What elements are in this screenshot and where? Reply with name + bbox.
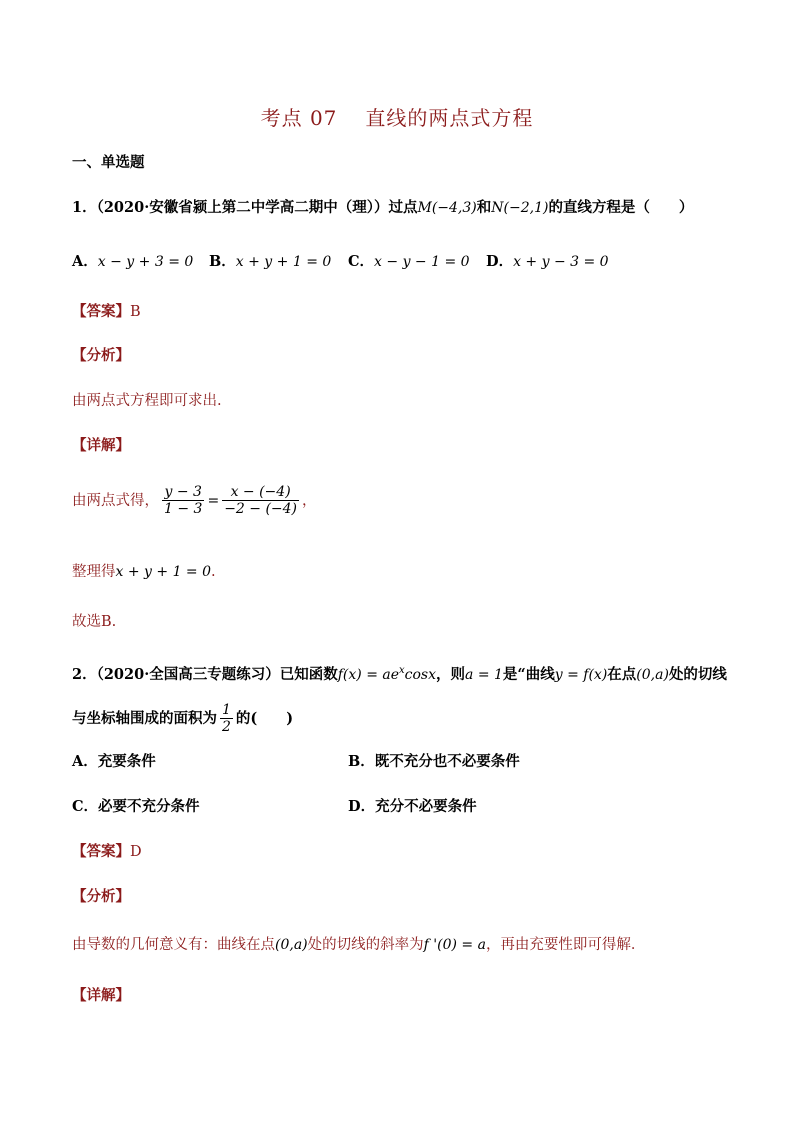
fraction-denominator: 2 [222,719,231,735]
q2-answer [72,842,142,862]
option-label: D． [486,253,514,270]
q1-analysis-text: 由两点式方程即可求出. [72,393,222,409]
q2-function-tail: cosx [404,666,437,683]
q2-number: 2． [72,665,97,683]
q1-text: 过点 [388,199,418,216]
q2-stem-line2 [72,702,293,735]
q1-stem [72,198,693,218]
page-title [0,102,794,131]
analysis-point: (0,a) [275,937,308,953]
answer-value: B [130,304,141,320]
option-label: A． [72,253,98,270]
q1-option-d [486,252,609,272]
q2-fraction [220,702,233,735]
title-topic-name: 直线的两点式方程 [365,106,534,130]
option-label: A． [72,753,98,770]
q2-option-c [72,797,200,817]
q2-stem-line1 [72,661,727,685]
q2-detail-label: 【详解】 [72,987,130,1004]
analysis-text: 处的切线的斜率为 [307,937,424,953]
answer-label: 【答案】 [72,843,130,860]
q2-text: 的( ) [235,709,294,727]
analysis-text: 由导数的几何意义有：曲线在点 [72,937,275,953]
analysis-equation: f '(0) = a [423,937,486,953]
q2-text: ，则 [436,665,466,683]
fraction-numerator: x − (−4) [222,484,299,501]
q2-text: 在点 [607,665,637,683]
section-heading: 一、单选题 [72,154,145,171]
option-value: x − y + 3 = 0 [97,254,194,270]
q1-point-m: M(−4,3) [417,200,477,216]
q1-answer [72,302,141,322]
detail-text: 整理得 [72,564,116,580]
q2-function-exponent: x [399,665,405,676]
q2-curve: y = f(x) [554,666,608,683]
q2-condition: a = 1 [465,666,503,683]
detail-equation: x + y + 1 = 0 [115,564,212,580]
q1-detail-step1: 由两点式得， $\frac{y - 3}{1 - 3}$ = $\frac{x - (-4)}{-2 - (-4)}$ ， [72,484,317,517]
detail-text: 由两点式得， [72,492,159,509]
q2-text: 与坐标轴围成的面积为 [72,709,217,727]
analysis-text: ，再由充要性即可得解． [485,937,646,953]
q1-point-n: N(−2,1) [491,200,549,216]
q1-conclusion: 故选B. [72,614,117,630]
q2-analysis-label: 【分析】 [72,888,130,905]
option-value: x + y − 3 = 0 [513,254,609,270]
q2-option-a [72,752,156,772]
q2-function: f(x) = ae [337,666,400,683]
option-label: C． [348,253,375,270]
q2-point: (0,a) [636,666,669,683]
option-value: x + y + 1 = 0 [235,254,332,270]
q1-source: （2020·安徽省颍上第二中学高二期中（理）） [96,199,389,216]
q2-option-b [348,752,520,772]
fraction-numerator: y − 3 [162,484,204,501]
option-value: 充分不必要条件 [375,798,477,815]
q2-text: 是“曲线 [502,665,555,683]
option-value: 既不充分也不必要条件 [374,753,520,770]
option-label: D． [348,798,376,815]
option-label: B． [209,253,236,270]
option-label: C． [72,798,99,815]
q1-option-c [348,252,470,272]
q1-option-b [209,252,331,272]
q2-text: 已知函数 [279,665,338,683]
option-value: x − y − 1 = 0 [374,254,470,270]
fraction-denominator: −2 − (−4) [224,501,298,517]
option-label: B． [348,753,375,770]
title-topic-number: 考点 07 [260,106,338,130]
detail-text: . [211,564,216,580]
q1-number: 1． [72,199,97,216]
detail-text: ， [302,492,317,509]
q2-text: 处的切线 [668,665,727,683]
q1-analysis-label: 【分析】 [72,347,130,364]
fraction-numerator: 1 [222,702,231,718]
option-value: 必要不充分条件 [98,798,200,815]
answer-label: 【答案】 [72,303,130,320]
q2-analysis-text [72,935,645,955]
q1-detail-step2 [72,562,216,582]
q1-option-a [72,252,193,272]
q2-option-d [348,797,477,817]
fraction-left [162,484,204,517]
fraction-denominator: 1 − 3 [164,501,203,517]
q1-text: 和 [476,199,492,216]
option-value: 充要条件 [97,753,156,770]
q1-detail-label: 【详解】 [72,437,130,454]
q2-source: （2020·全国高三专题练习） [96,665,280,683]
answer-value: D [130,844,142,860]
fraction-right [222,484,299,517]
q1-text: 的直线方程是（ ） [548,199,694,216]
